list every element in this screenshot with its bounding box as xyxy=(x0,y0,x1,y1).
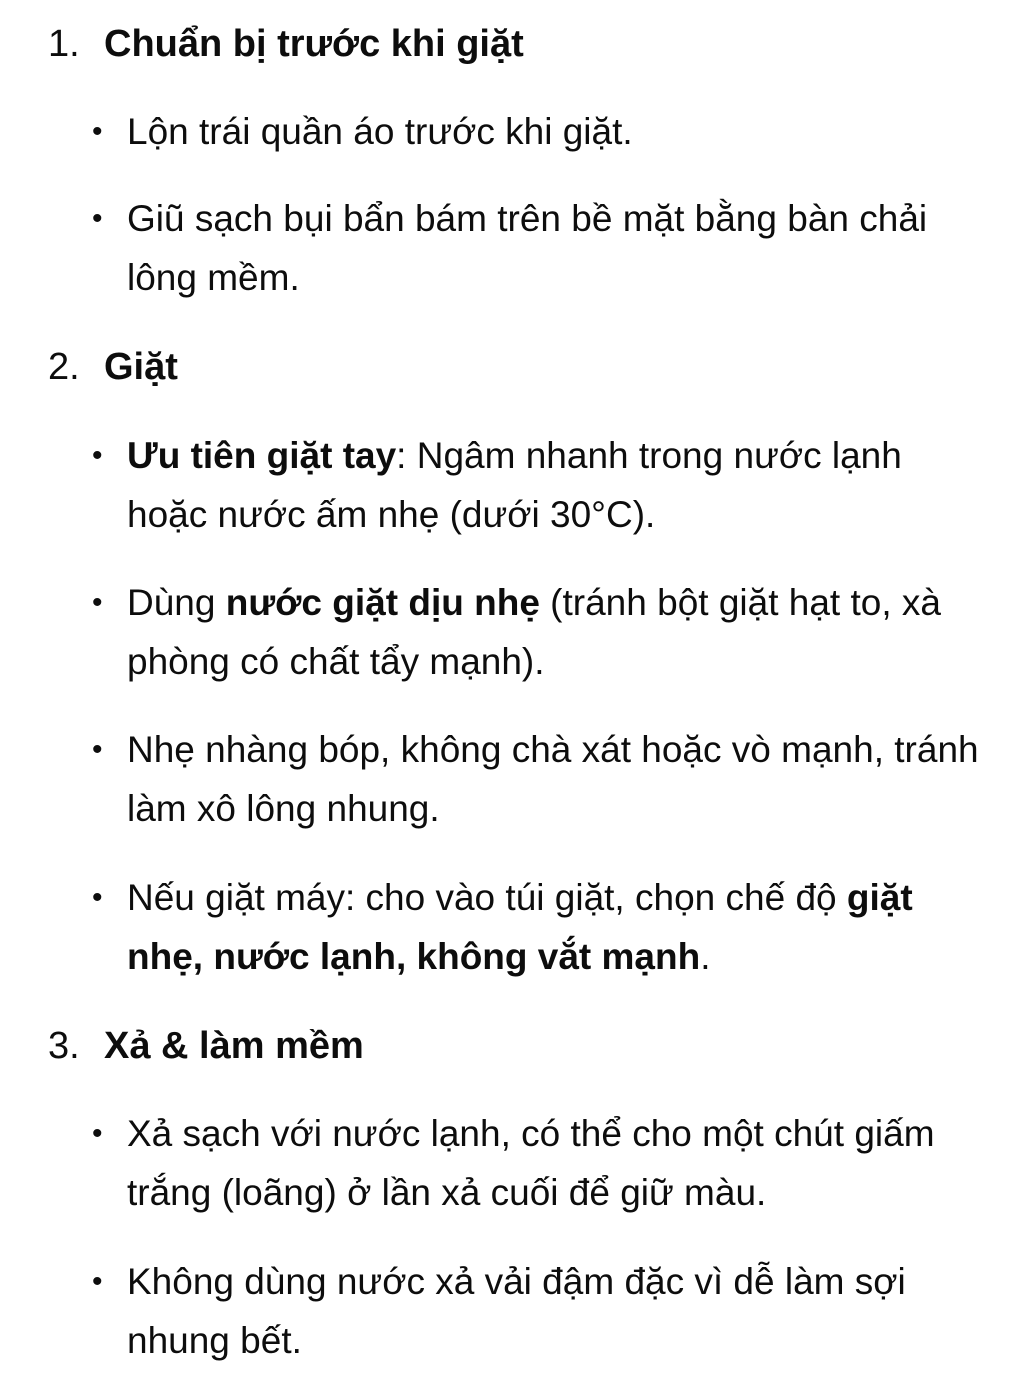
bullet-icon: • xyxy=(92,881,103,914)
section-heading-3 xyxy=(48,1022,364,1070)
section-heading-2 xyxy=(48,343,178,391)
list-item-text: Ưu tiên giặt tay: Ngâm nhanh trong nước lạnh hoặc nước ấm nhẹ (dưới 30°C). xyxy=(127,435,902,535)
section-title: Xả & làm mềm xyxy=(104,1025,364,1067)
bullet-icon: • xyxy=(92,202,103,235)
section-number: 3. xyxy=(48,1025,80,1067)
list-item-text: Lộn trái quần áo trước khi giặt. xyxy=(127,111,633,152)
bullet-icon: • xyxy=(92,1117,103,1150)
list-item-text: Nhẹ nhàng bóp, không chà xát hoặc vò mạnh, tránh làm xô lông nhung. xyxy=(127,729,979,829)
section-title: Chuẩn bị trước khi giặt xyxy=(104,23,524,65)
section-heading-1 xyxy=(48,20,524,68)
bullet-icon: • xyxy=(92,733,103,766)
bullet-icon: • xyxy=(92,439,103,472)
bullet-icon: • xyxy=(92,1265,103,1298)
list-item-text: Không dùng nước xả vải đậm đặc vì dễ làm sợi nhung bết. xyxy=(127,1261,906,1361)
list-item-text: Dùng nước giặt dịu nhẹ (tránh bột giặt hạt to, xà phòng có chất tẩy mạnh). xyxy=(127,582,941,682)
bullet-icon: • xyxy=(92,586,103,619)
section-number: 1. xyxy=(48,23,80,65)
list-item-text: Xả sạch với nước lạnh, có thể cho một chút giấm trắng (loãng) ở lần xả cuối để giữ màu. xyxy=(127,1113,935,1213)
list-item-text: Nếu giặt máy: cho vào túi giặt, chọn chế độ giặt nhẹ, nước lạnh, không vắt mạnh. xyxy=(127,877,913,977)
section-number: 2. xyxy=(48,346,80,388)
bullet-icon: • xyxy=(92,115,103,148)
list-item-text: Giũ sạch bụi bẩn bám trên bề mặt bằng bàn chải lông mềm. xyxy=(127,198,928,298)
section-title: Giặt xyxy=(104,346,178,388)
